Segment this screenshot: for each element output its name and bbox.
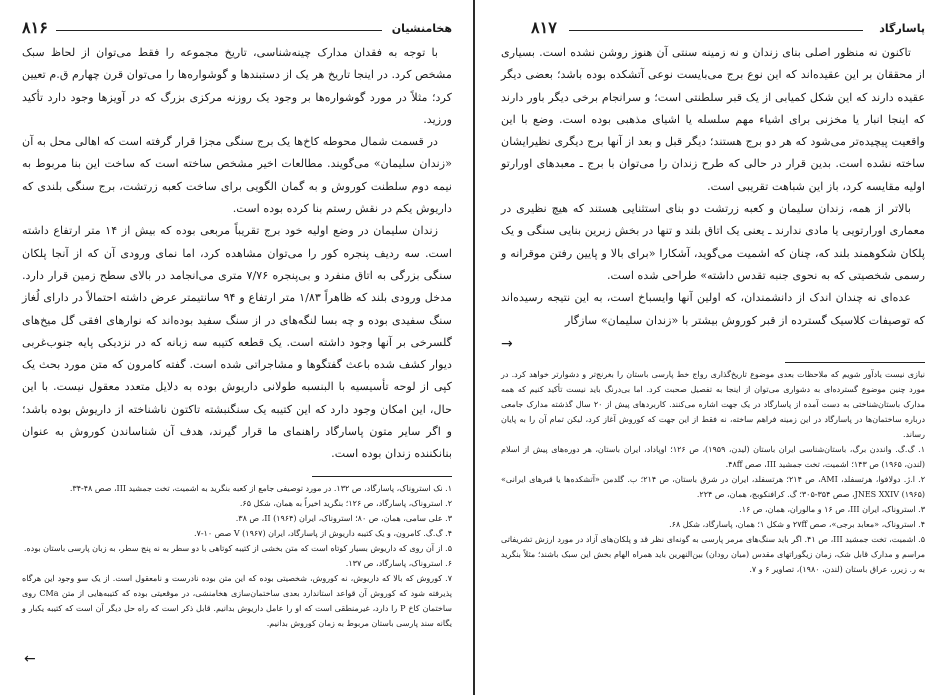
continue-arrow-icon: ← [24,651,36,667]
right-page-number: ۸۱۷ [531,18,557,37]
right-page-body [501,42,925,332]
footnote-rule [785,362,925,363]
footnote: ۵. اشمیت، تخت جمشید III، ص ۴۱. اگر باید سنگ‌های مرمر پارسی به گونه‌ای نظر قد و پلکان‌های آزاد در مورد ارزش تشریفاتی مراسم و مدارک قابل شک، زمان زیگوراتهای مقدس (میان رودان) بین‌النهرین باید همراه الهام بخش این سبک باشند؛ مثلاً بنگرید به ر. زیرر، عراق باستان (لندن، ۱۹۸۰)، تصاویر ۶ و ۷. [501,534,926,574]
left-running-title: هخامنشیان [391,22,452,35]
continue-arrow-icon: → [501,335,513,352]
paragraph: در قسمت شمال محوطه کاخ‌ها یک برج سنگی مجزا قرار گرفته است که اهالی محل به آن «زندان سلیمان» می‌گویند. مطالعات اخیر مشخص ساخته است که ساخت این بنا مربوط به نیمه دوم سلطنت کوروش و به گمان الگویی برای ساخت کعبه زرتشت، برج سنگی بلندی که داریوش یکم در نقش رستم بنا کرده بوده است. [22,135,452,216]
paragraph: زندان سلیمان در وضع اولیه خود برج تقریباً مربعی بوده که بیش از ۱۴ متر ارتفاع داشته است. سه ردیف پنجره کور را می‌توان مشاهده کرد، اما نمای ورودی آن که از آنجا پلکان سنگی بزرگی به اتاق منفرد و بی‌پنجره ۷/۷۶ متری می‌انجامد در بالای سطح زمین قرار دارد. مدخل ورودی بلند که ظاهراً ۱/۸۳ متر ارتفاع و ۹۴ سانتیمتر عرض داشته احتمالاً در دارای لُغاز سنگ سفیدی بوده و چه بسا لنگه‌های در از سنگ سفید بوده‌اند که نوارهای افقی گل میخ‌های گلسرخی بر آنها وجود داشته است. یک قطعه کتیبه سه زبانه که در نزدیکی پایه جنوب‌غربی دیوار کشف شده باعث گفتگوها و مشاجراتی شده است. گفته کامرون که متن مورد بحث یک کپی از لوحه تأسیسیه با البنسبه طولانی داریوش بوده به دلایل متعدد معقول نیست. با این حال، این امکان وجود دارد که این کتیبه یک سنگنبشته تاکتون ناشناخته از داریوش بوده باشد؛ و اگر سایر متون پاسارگاد راهنمای ما قرار گیرند، هدف آن شناساندن کوروش به عنوان بنانکننده زندان بوده است. [22,224,452,461]
right-page-header [501,18,925,42]
header-rule [569,30,863,31]
left-page-header [22,18,452,42]
footnote: ۳. استروناک، ایران III، ص ۱۶ و مالوران، همان، ص ۱۶. [739,504,925,514]
left-page-body [22,42,452,466]
footnote: ۱. گ.گ. وانددن برگ، باستان‌شناسی ایران باستان (لیدن، ۱۹۵۹)، ص ۱۲۶؛ اوپاداد، ایران باستان، هر دوره‌های پیش از اسلام (لندن، ۱۹۶۵) ص ۱۴۳؛ اشمیت، تخت جمشید III، صص ۴۸ff. [501,444,926,469]
right-running-title: پاسارگاد [879,22,925,35]
footnote: ۶. استروناک، پاسارگاد، ص ۱۳۷. [345,558,452,568]
header-rule [56,30,382,31]
paragraph: عده‌ای نه چندان اندک از دانشمندان، که اولین آنها وایسباخ است، به این نتیجه رسیده‌اند که توصیفات کلاسیک گسترده از قبر کوروش بیشتر با «زندان سلیمان» سازگار [501,291,925,327]
footnote-rule [312,476,452,477]
paragraph: با توجه به فقدان مدارک چینه‌شناسی، تاریخ مجموعه را فقط می‌توان از لحاظ سبک مشخص کرد. در اینجا تاریخ هر یک از دستبندها و گوشواره‌ها را می‌توان قرن چهارم ق.م تعیین کرد؛ مثلاً در مورد گوشواره‌ها بر وجود یک روزنه مرکزی بزرگ که در آویزها وجود دارد تأکید ورزید. [22,46,452,126]
footnote: ۱. نک استروناک، پاسارگاد، ص ۱۳۲. در مورد توصیفی جامع از کعبه بنگرید به اشمیت، تخت جمشید III، صص ۴۸-۳۴. [69,483,452,493]
left-page [0,0,474,695]
right-page [475,0,949,695]
footnote: ۵. از آن روی که داریوش بسیار کوتاه است که متن بخشی از کتیبه کوتاهی با دو سطر به نه پنج سطر، به زبان پارسی باستان بوده. [23,543,452,553]
footnote: نیازی نیست یادآور شویم که ملاحظات بعدی موضوع تاریخ‌گذاری رواج خط پارسی باستان را بغرنج‌تر و دشوارتر خواهد کرد. در مورد چنین موضوع گسترده‌ای به دشواری می‌توان از اینجا به تفصیل صحبت کرد. اما بی‌درنگ باید نیست تأکید کنیم که همه مدارک باستان‌شناختی به دست آمده از پاسارگاد در یک جهت اشاره می‌کنند. کاربردهای پیش از ۲۰ سال گذشته مدارک جامعی درباره ساختمان‌ها در پاسارگاد در این زمینه فراهم ساخته، نه فقط از این جهت که کوروش آغاز کرد، لیکن تمام آن را به پایان رساند. [501,369,926,439]
footnote: ۴. استروناک، «معابد برجی»، صص ۲۷ff و شکل ۱؛ همان، پاسارگاد، شکل ۶۸. [669,519,925,529]
footnote: ۷. کوروش که بالا که داریوش، نه کوروش، شخصیتی بوده که این متن بوده نادرست و نامعقول است. از یک سو وجود این هرگاه پذیرفته شود که کوروش آن قواعد استاندارد بعدی ساختمان‌سازی هخامنشی، در موقعیتی بوده که کتیبه‌هایی از متن CMa روی ساختمان کاخ P را دارد، غیرمنطقی است که او را عامل داریوش بدانیم. قابل ذکر است که راه حل دیگر آن است که کتیبه یکبار و یگانه سند پارسی باستان مربوط به زمان کوروش بدانیم. [22,573,453,628]
footnote: ۴. گ.گ. کامرون، و یک کتیبه داریوش از پاسارگاد، ایران V (۱۹۶۷) صص ۱۰-۷. [194,528,452,538]
paragraph: بالاتر از همه، زندان سلیمان و کعبه زرتشت دو بنای استثنایی هستند که هیچ نظیری در معماری اورارتویی یا مادی ندارند ـ یعنی یک اتاق بلند و تنها در بخش زبرین بنایی سنگی و یک پلکان شکوهمند بلند که، چنان که اشمیت می‌گوید، آشکارا «برای بالا و پایین رفتن موقرانه و رسمی شخصیتی که به نحوی جنبه تقدس داشته» طراحی شده است. [501,202,925,282]
right-footnotes [501,367,925,577]
left-footnotes [22,481,452,631]
footnote: ۲. ا.ژ. دولافوا، هرتسفلد، AMI، ص ۲۱۴؛ هرتسفلد، ایران در شرق باستان، ص ۲۱۴؛ ب. گلدمن «آتشکده‌ها یا قبرهای ایرانی» JNES XXIV (۱۹۶۵)، صص ۳۵۴-۳۰۵؛ گ. کرافنکوبج، همان، ص ۲۲۴. [501,474,926,499]
paragraph: تاکنون نه منظور اصلی بنای زندان و نه زمینه سنتی آن هنوز روشن نشده است. بسیاری از محققان بر این عقیده‌اند که این نوع برج می‌بایست نوعی آتشکده بوده باشد؛ بعضی دیگر عقیده دارند که این شکل کمیابی از یک قبر سلطنتی است؛ و سرانجام برخی دیگر باور دارند که اینجا انبار یا مخزنی برای اشیاء مهم سلسله یا اشیای مذهبی بوده است. وضع با این واقعیت پیچیده‌تر می‌شود که هر دو برج هستند؛ دیگر قبل و بعد از آنها برج دیگری نظیرایشان ساخته نشده است. بدین قرار در حالی که طرح زندان را می‌توان با برج ـ معبدهای اورارتو اولیه مقایسه کرد، باز این شباهت تقریبی است. [501,46,925,193]
footnote: ۲. استروناک، پاسارگاد، ص ۱۲۶؛ بنگرید اخیراً به همان، شکل ۶۵. [239,498,452,508]
left-page-number: ۸۱۶ [22,18,48,37]
footnote: ۳. علی سامی، همان، ص ۸۰؛ استروناک، ایران II (۱۹۶۴)، ص ۳۸. [235,513,452,523]
